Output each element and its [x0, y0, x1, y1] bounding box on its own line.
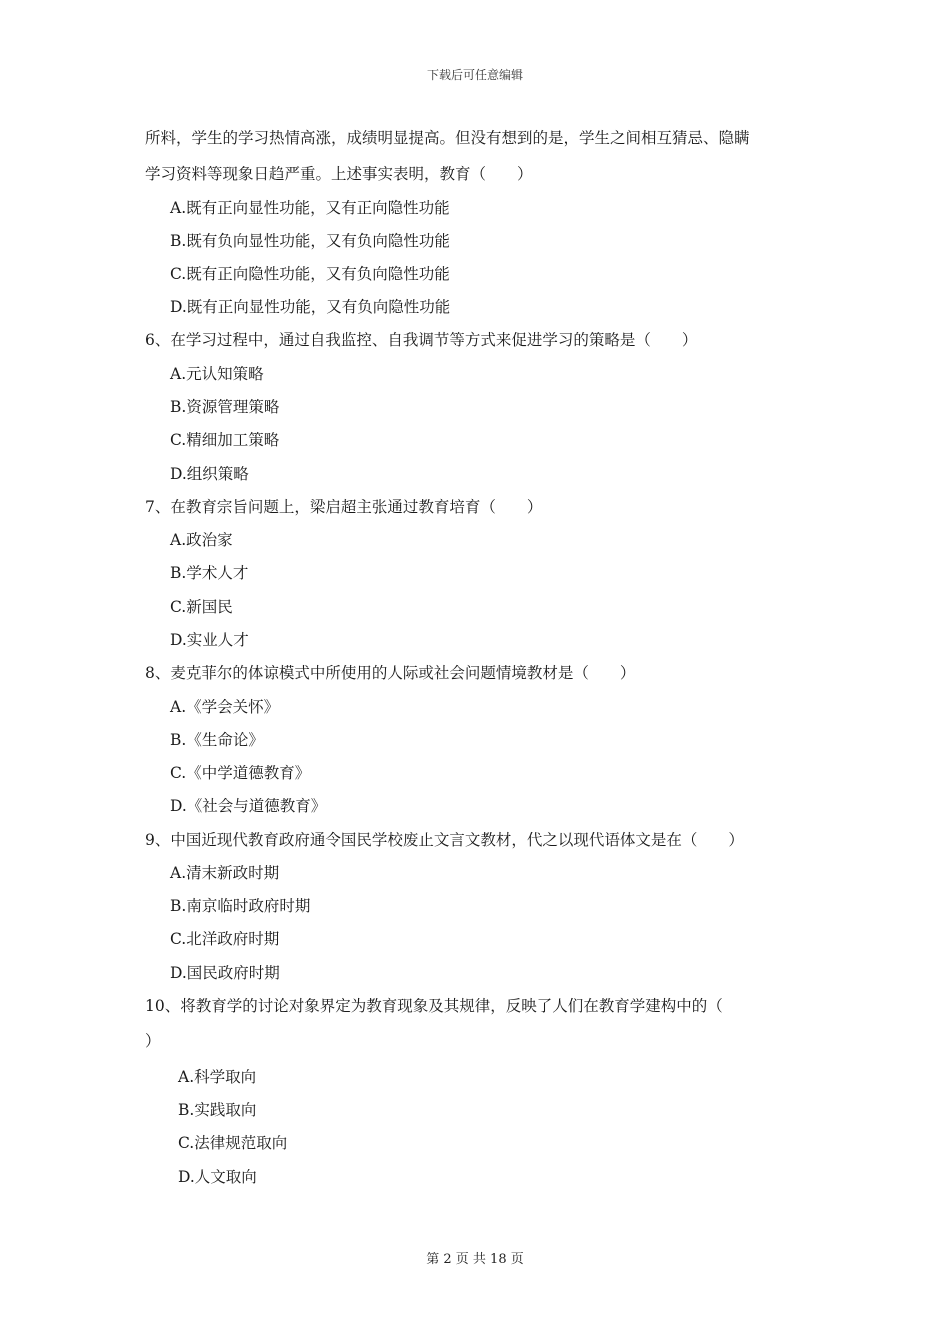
option-c: C.法律规范取向: [178, 1134, 288, 1152]
option-a: A.《学会关怀》: [170, 698, 280, 716]
option-d: D.国民政府时期: [170, 964, 280, 982]
option-b: B.《生命论》: [170, 731, 264, 749]
question-stem-continuation: ）: [145, 1032, 161, 1050]
question-stem: 7、在教育宗旨问题上，梁启超主张通过教育培育（ ）: [145, 498, 543, 516]
question-stem: 10、将教育学的讨论对象界定为教育现象及其规律，反映了人们在教育学建构中的（: [145, 997, 723, 1015]
question-stem: 9、中国近现代教育政府通令国民学校废止文言文教材，代之以现代语体文是在（ ）: [145, 831, 744, 849]
option-a: A.清末新政时期: [170, 864, 280, 882]
option-a: A.元认知策略: [170, 365, 264, 383]
option-c: C.北洋政府时期: [170, 930, 280, 948]
option-b: B.学术人才: [170, 564, 249, 582]
question-stem: 8、麦克菲尔的体谅模式中所使用的人际或社会问题情境教材是（ ）: [145, 664, 636, 682]
option-b: B.既有负向显性功能，又有负向隐性功能: [170, 232, 450, 250]
option-d: D.组织策略: [170, 465, 249, 483]
option-a: A.政治家: [170, 531, 233, 549]
paragraph-line: 学习资料等现象日趋严重。上述事实表明，教育（ ）: [145, 165, 533, 183]
option-c: C.既有正向隐性功能，又有负向隐性功能: [170, 265, 450, 283]
option-d: D.既有正向显性功能，又有负向隐性功能: [170, 298, 451, 316]
option-a: A.科学取向: [178, 1068, 257, 1086]
option-c: C.精细加工策略: [170, 431, 280, 449]
paragraph-line: 所料，学生的学习热情高涨，成绩明显提高。但没有想到的是，学生之间相互猜忌、隐瞒: [145, 129, 750, 147]
option-c: C.《中学道德教育》: [170, 764, 311, 782]
question-stem: 6、在学习过程中，通过自我监控、自我调节等方式来促进学习的策略是（ ）: [145, 331, 698, 349]
page-header: 下载后可任意编辑: [426, 68, 523, 82]
option-d: D.《社会与道德教育》: [170, 797, 327, 815]
option-d: D.人文取向: [178, 1168, 257, 1186]
option-c: C.新国民: [170, 598, 233, 616]
option-a: A.既有正向显性功能，又有正向隐性功能: [170, 199, 450, 217]
option-b: B.资源管理策略: [170, 398, 280, 416]
option-b: B.南京临时政府时期: [170, 897, 311, 915]
option-b: B.实践取向: [178, 1101, 257, 1119]
option-d: D.实业人才: [170, 631, 249, 649]
page-footer: 第 2 页 共 18 页: [426, 1252, 524, 1267]
